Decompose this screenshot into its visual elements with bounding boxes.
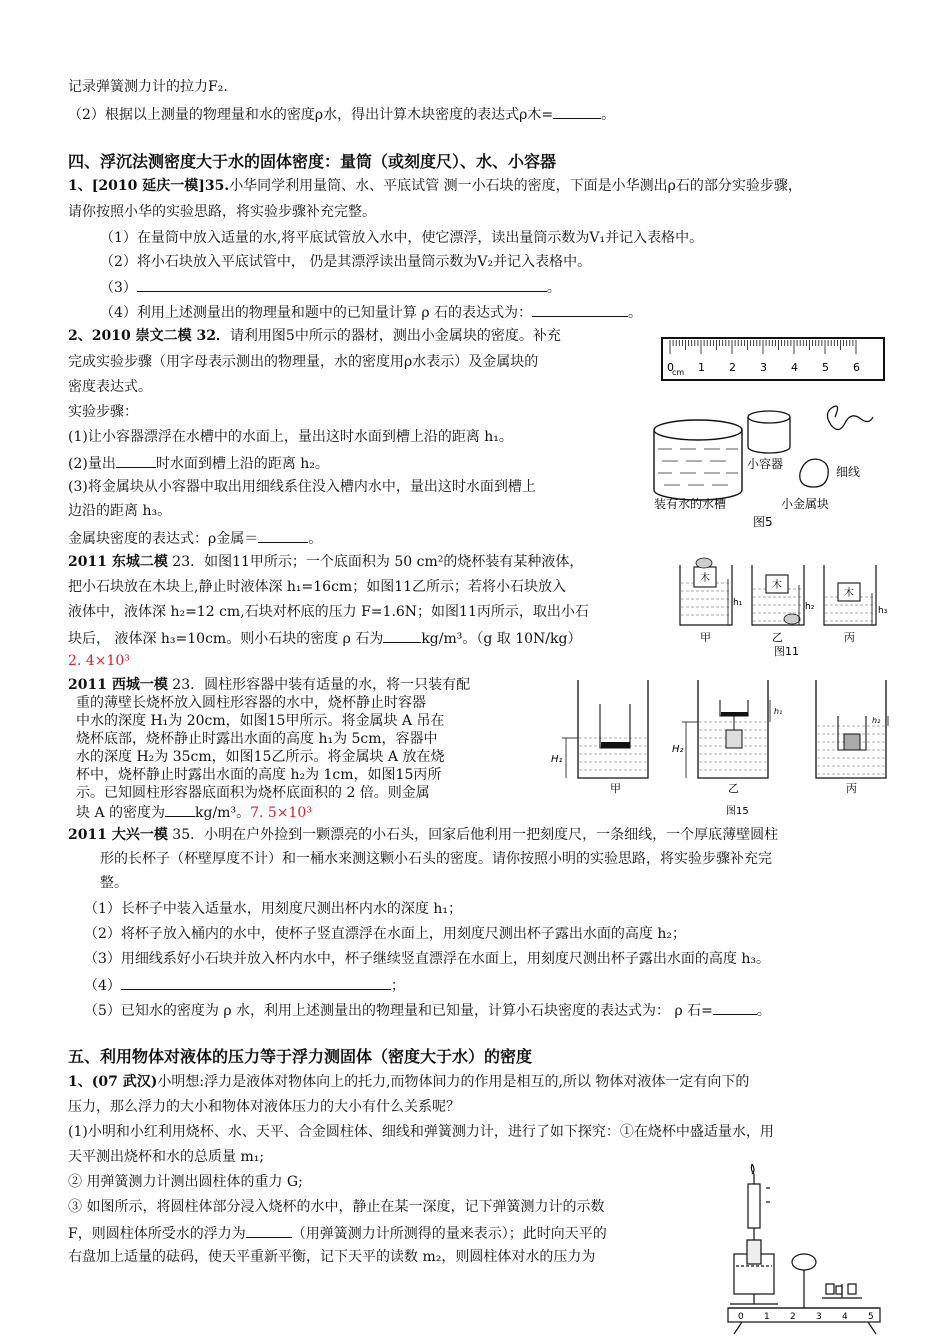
question-line: 压力，那么浮力的大小和物体对液体压力的大小有什么关系呢？ [68, 1099, 460, 1115]
question-line: 形的长杯子（杯壁厚度不计）和一桶水来测这颗小石头的密度。请你按照小明的实验思路，将实验步骤补充完 [100, 851, 772, 867]
question-line: 2011 东城二模 23．如图11甲所示；一个底面积为 50 cm²的烧杯装有某种液体， [68, 554, 584, 570]
step-line: （3） 。 [100, 277, 561, 297]
question-line: 重的薄壁长烧杯放入圆柱形容器的水中，烧杯静止时容器 [76, 695, 426, 711]
block-label: 木 [700, 573, 710, 584]
balance-figure [722, 1158, 890, 1338]
step-line: (2)量出 时水面到槽上沿的距离 h₂。 [68, 453, 329, 473]
figure-5 [650, 325, 890, 540]
ruler-tick-label: 0 [667, 361, 674, 374]
figure-caption: 图15 [726, 806, 749, 817]
step-line: （2）将小石块放入平底试管中， 仍是其漂浮读出量筒示数为V₂并记入表格中。 [100, 254, 592, 270]
answer-blank[interactable] [165, 802, 195, 817]
question-line: 块 A 的密度为 kg/m³。7. 5×10³ [76, 802, 312, 822]
answer-text: 7. 5×10³ [250, 805, 312, 821]
question-line: 右盘加上适量的砝码，使天平重新平衡，记下天平的读数 m₂，则圆柱体对水的压力为 [68, 1249, 596, 1265]
panel-label: 丙 [844, 631, 855, 644]
step-line: 金属块密度的表达式：ρ金属＝ 。 [68, 528, 322, 548]
block-label: 木 [844, 588, 854, 599]
question-line: 完成实验步骤（用字母表示测出的物理量，水的密度用ρ水表示）及金属块的 [68, 354, 539, 370]
metal-block-image [800, 459, 828, 487]
figure-caption: 图5 [753, 515, 773, 529]
water-tank-image [654, 420, 742, 500]
ruler-tick-label: 2 [729, 361, 736, 374]
text-line: 记录弹簧测力计的拉力F₂. [68, 79, 228, 95]
answer-blank[interactable] [383, 628, 421, 643]
panel-label: 丙 [846, 782, 857, 795]
panel-label: 甲 [700, 631, 711, 644]
h2-label: h₂ [872, 716, 881, 725]
ruler-tick-label: 4 [791, 361, 798, 374]
answer-blank[interactable] [532, 302, 628, 317]
step-line: （2）将杯子放入桶内的水中，使杯子竖直漂浮在水面上，用刻度尺测出杯子露出水面的高度 h₂； [84, 926, 686, 942]
label-container: 小容器 [747, 457, 784, 471]
question-line: 把小石块放在木块上,静止时液体深 h₁=16cm；如图11乙所示；若将小石块放入 [68, 579, 567, 595]
ruler-tick-label: 5 [822, 361, 829, 374]
question-line: F，则圆柱体所受水的浮力为 （用弹簧测力计所测得的量来表示）；此时向天平的 [68, 1223, 607, 1243]
question-line: 密度表达式。 [68, 379, 152, 395]
scale-tick-label: 5 [868, 1312, 874, 1322]
label-block: 小金属块 [781, 497, 830, 511]
h1-label: h₁ [774, 707, 783, 716]
ruler-tick-label: 3 [760, 361, 767, 374]
question-line: 1、(07 武汉)小明想:浮力是液体对物体向上的托力,而物体间力的作用是相互的,所以 物体对液体一定有向下的 [68, 1074, 750, 1090]
scale-tick-label: 3 [816, 1312, 822, 1322]
H2-label: H₂ [672, 744, 684, 755]
question-line: 1、[2010 延庆一模]35.小华同学利用量筒、水、平底试管 测一小石块的密度，下面是小华测出ρ石的部分实验步骤， [68, 178, 802, 194]
step-line: （4） ； [84, 975, 405, 995]
panel-label: 乙 [772, 631, 783, 644]
question-line: ③ 如图所示，将圆柱体部分浸入烧杯的水中，静止在某一深度，记下弹簧测力计的示数 [68, 1199, 605, 1215]
question-line: (1)小明和小红利用烧杯、水、天平、合金圆柱体、细线和弹簧测力计，进行了如下探究：①在烧杯中盛适量水，用 [68, 1124, 774, 1140]
step-line: （1）长杯子中装入适量水，用刻度尺测出杯内水的深度 h₁； [84, 901, 462, 917]
label-thread: 细线 [836, 465, 861, 479]
scale-tick-label: 1 [764, 1312, 770, 1322]
question-line: 水的深度 H₂为 35cm，如图15乙所示。将金属块 A 放在烧 [76, 749, 445, 765]
question-line: 中水的深度 H₁为 20cm，如图15甲所示。将金属块 A 吊在 [76, 713, 445, 729]
step-line: 边沿的距离 h₃。 [68, 503, 172, 519]
question-line: 请你按照小华的实验思路，将实验步骤补充完整。 [68, 204, 376, 220]
figure-15 [548, 676, 893, 822]
section-heading: 五、利用物体对液体的压力等于浮力测固体（密度大于水）的密度 [68, 1047, 533, 1066]
small-container-image [748, 411, 790, 453]
question-line: 2011 西城一模 23．圆柱形容器中装有适量的水，将一只装有配 [68, 677, 471, 693]
question-line: 烧杯底部，烧杯静止时露出水面的高度 h₁为 5cm，容器中 [76, 731, 438, 747]
question-line: 2011 大兴一模 35．小明在户外捡到一颗漂亮的小石头，回家后他利用一把刻度尺，一条细线，一个厚底薄壁圆柱 [68, 827, 779, 843]
ruler-tick-label: 1 [698, 361, 705, 374]
answer-blank[interactable] [258, 528, 308, 543]
ruler-unit: cm [672, 368, 685, 377]
question-line: 示。已知圆柱形容器底面积为烧杯底面积的 2 倍。则金属 [76, 785, 430, 801]
question-line: 块后， 液体深 h₃=10cm。则小石块的密度 ρ 石为 kg/m³。（g 取 10N/kg） [68, 628, 581, 648]
answer-blank[interactable] [137, 277, 547, 292]
question-line: 天平测出烧杯和水的总质量 m₁; [68, 1149, 265, 1165]
section-heading: 四、浮沉法测密度大于水的固体密度：量筒（或刻度尺）、水、小容器 [68, 152, 557, 171]
figure-11 [670, 553, 895, 658]
ruler-tick-label: 6 [853, 361, 860, 374]
answer-blank[interactable] [553, 104, 601, 119]
panel-label: 甲 [610, 782, 621, 795]
label-tank: 装有水的水槽 [654, 497, 727, 511]
question-line: 2、2010 崇文二模 32．请利用图5中所示的器材，测出小金属块的密度。补充 [68, 328, 561, 344]
question-line: 实验步骤： [68, 404, 138, 420]
H1-label: H₁ [551, 754, 563, 765]
panel-label: 乙 [728, 782, 739, 795]
h3-label: h₃ [878, 606, 888, 616]
ruler-image [662, 338, 884, 380]
answer-text: 2. 4×10³ [68, 653, 130, 669]
text-line: （2）根据以上测量的物理量和水的密度ρ水，得出计算木块密度的表达式ρ木= 。 [68, 104, 615, 124]
step-line: （5）已知水的密度为 ρ 水，利用上述测量出的物理量和已知量，计算小石块密度的表达式为： ρ 石= 。 [84, 1000, 771, 1020]
figure-caption: 图11 [774, 645, 799, 658]
answer-blank[interactable] [246, 1223, 292, 1238]
h2-label: h₂ [805, 602, 815, 612]
question-line: 杯中，烧杯静止时露出水面的高度 h₂为 1cm，如图15丙所 [76, 767, 442, 783]
h1-label: h₁ [733, 598, 743, 608]
stone-image [784, 614, 800, 624]
answer-blank[interactable] [116, 453, 156, 468]
question-line: 整。 [100, 875, 128, 891]
question-line: ② 用弹簧测力计测出圆柱体的重力 G; [68, 1174, 303, 1190]
step-line: （3）用细线系好小石块并放入杯内水中，杯子继续竖直漂浮在水面上，用刻度尺测出杯子露出水面的高度 h₃。 [84, 951, 770, 967]
scale-tick-label: 0 [738, 1312, 744, 1322]
question-line: 液体中，液体深 h₂=12 cm,石块对杯底的压力 F=1.6N；如图11丙所示，取出小石 [68, 604, 589, 620]
step-line: (1)让小容器漂浮在水槽中的水面上，量出这时水面到槽上沿的距离 h₁。 [68, 429, 513, 445]
thread-image [827, 406, 873, 429]
stone-image [696, 558, 712, 568]
scale-tick-label: 4 [842, 1312, 848, 1322]
answer-blank[interactable] [121, 975, 391, 990]
answer-blank[interactable] [713, 1000, 757, 1015]
step-line: （4）利用上述测量出的物理量和题中的已知量计算 ρ 石的表达式为： 。 [100, 302, 642, 322]
scale-tick-label: 2 [790, 1312, 796, 1322]
block-label: 木 [772, 580, 782, 591]
step-line: （1）在量筒中放入适量的水,将平底试管放入水中，使它漂浮，读出量筒示数为V₁并记入表格中。 [100, 230, 704, 246]
step-line: (3)将金属块从小容器中取出用细线系住没入槽内水中，量出这时水面到槽上 [68, 479, 536, 495]
